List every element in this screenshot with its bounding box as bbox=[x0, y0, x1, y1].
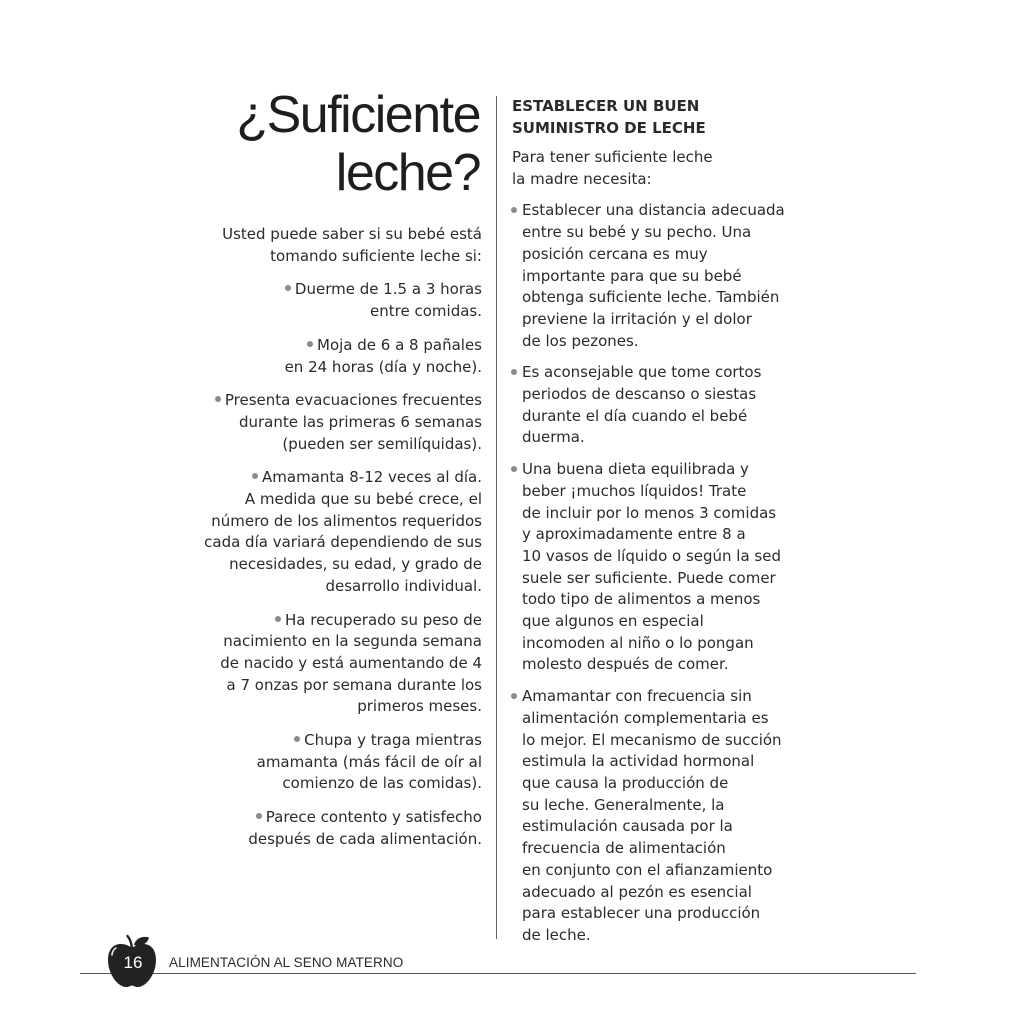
page-title bbox=[150, 86, 480, 202]
bullet-dot-icon bbox=[252, 473, 258, 479]
right-item-line: de leche. bbox=[522, 925, 591, 944]
right-item-line: adecuado al pezón es esencial bbox=[522, 882, 752, 901]
right-bullet-item bbox=[512, 362, 812, 449]
right-item-line: todo tipo de alimentos a menos bbox=[522, 590, 761, 609]
left-item-line: de nacido y está aumentando de 4 bbox=[220, 653, 482, 672]
bullet-dot-icon bbox=[511, 466, 517, 472]
right-item-line: y aproximadamente entre 8 a bbox=[522, 525, 746, 544]
right-item-line: duerma. bbox=[522, 428, 585, 447]
page-title-line-1: ¿Suficiente bbox=[236, 86, 480, 144]
right-intro-line: Para tener suficiente leche bbox=[512, 148, 713, 166]
right-item-line: de los pezones. bbox=[522, 331, 639, 350]
bullet-dot-icon bbox=[215, 396, 221, 402]
column-divider bbox=[496, 96, 497, 939]
right-bullet-item bbox=[512, 459, 812, 676]
right-item-line: que algunos en especial bbox=[522, 612, 704, 631]
right-item-line: durante el día cuando el bebé bbox=[522, 406, 748, 425]
left-bullet-item bbox=[160, 467, 482, 597]
left-item-line: a 7 onzas por semana durante los bbox=[226, 675, 482, 694]
left-item-line: (pueden ser semilíquidas). bbox=[282, 434, 482, 453]
right-item-line: suele ser suficiente. Puede comer bbox=[522, 568, 776, 587]
right-item-line: que causa la producción de bbox=[522, 773, 729, 792]
right-item-line: Amamantar con frecuencia sin bbox=[522, 687, 752, 706]
right-item-line: para establecer una producción bbox=[522, 904, 761, 923]
right-item-line: alimentación complementaria es bbox=[522, 708, 769, 727]
left-item-line: desarrollo individual. bbox=[325, 576, 482, 595]
bullet-dot-icon bbox=[511, 693, 517, 699]
right-item-line: previene la irritación y el dolor bbox=[522, 309, 752, 328]
bullet-dot-icon bbox=[511, 207, 517, 213]
left-item-line: número de los alimentos requeridos bbox=[211, 511, 482, 530]
right-item-line: importante para que su bebé bbox=[522, 266, 742, 285]
left-item-line: Ha recuperado su peso de bbox=[285, 610, 482, 629]
right-item-line: frecuencia de alimentación bbox=[522, 839, 726, 858]
left-item-line: nacimiento en la segunda semana bbox=[223, 632, 482, 651]
left-item-line: Parece contento y satisfecho bbox=[265, 808, 482, 827]
right-column bbox=[512, 96, 812, 957]
right-bullet-item bbox=[512, 686, 812, 946]
left-item-line: A medida que su bebé crece, el bbox=[244, 490, 482, 509]
right-item-line: en conjunto con el afianzamiento bbox=[522, 860, 773, 879]
left-item-line: Presenta evacuaciones frecuentes bbox=[224, 391, 482, 410]
left-item-line: Moja de 6 a 8 pañales bbox=[317, 335, 482, 354]
right-item-line: posición cercana es muy bbox=[522, 244, 708, 263]
bullet-dot-icon bbox=[511, 369, 517, 375]
right-intro bbox=[512, 147, 812, 190]
right-item-line: estimula la actividad hormonal bbox=[522, 752, 755, 771]
left-intro-line: tomando suficiente leche si: bbox=[270, 246, 482, 265]
bullet-dot-icon bbox=[294, 736, 300, 742]
left-item-line: comienzo de las comidas). bbox=[282, 774, 482, 793]
left-item-line: después de cada alimentación. bbox=[248, 829, 482, 848]
left-item-line: Duerme de 1.5 a 3 horas bbox=[294, 280, 482, 299]
section-heading-line: ESTABLECER UN BUEN bbox=[512, 97, 700, 115]
section-heading-line: SUMINISTRO DE LECHE bbox=[512, 118, 706, 137]
left-item-line: en 24 horas (día y noche). bbox=[284, 357, 482, 376]
right-item-line: de incluir por lo menos 3 comidas bbox=[522, 503, 777, 522]
left-item-line: Amamanta 8-12 veces al día. bbox=[262, 468, 482, 487]
bullet-dot-icon bbox=[285, 285, 291, 291]
left-item-line: Chupa y traga mientras bbox=[304, 731, 482, 750]
left-bullet-item bbox=[160, 730, 482, 795]
left-item-line: entre comidas. bbox=[370, 302, 482, 321]
left-item-line: amamanta (más fácil de oír al bbox=[256, 752, 482, 771]
right-item-line: su leche. Generalmente, la bbox=[522, 795, 725, 814]
left-intro-line: Usted puede saber si su bebé está bbox=[222, 225, 482, 243]
left-bullet-item bbox=[160, 279, 482, 322]
left-bullet-item bbox=[160, 335, 482, 378]
right-item-line: periodos de descanso o siestas bbox=[522, 385, 757, 404]
right-item-line: beber ¡muchos líquidos! Trate bbox=[522, 481, 747, 500]
right-item-line: molesto después de comer. bbox=[522, 655, 729, 674]
page-number: 16 bbox=[123, 953, 143, 972]
right-item-line: entre su bebé y su pecho. Una bbox=[522, 223, 752, 242]
page-title-line-2: leche? bbox=[335, 144, 480, 202]
bullet-dot-icon bbox=[307, 341, 313, 347]
section-heading bbox=[512, 96, 812, 139]
right-item-line: Es aconsejable que tome cortos bbox=[522, 363, 762, 382]
right-item-line: estimulación causada por la bbox=[522, 817, 733, 836]
right-intro-line: la madre necesita: bbox=[512, 169, 652, 188]
bullet-dot-icon bbox=[256, 813, 262, 819]
right-item-line: lo mejor. El mecanismo de succión bbox=[522, 730, 782, 749]
left-bullet-item bbox=[160, 807, 482, 850]
bullet-dot-icon bbox=[275, 616, 281, 622]
left-item-line: necesidades, su edad, y grado de bbox=[229, 555, 482, 574]
left-bullet-item bbox=[160, 390, 482, 455]
left-item-line: primeros meses. bbox=[357, 697, 482, 716]
right-bullet-list bbox=[512, 200, 812, 946]
left-bullet-item bbox=[160, 610, 482, 719]
right-item-line: incomoden al niño o lo pongan bbox=[522, 633, 754, 652]
right-bullet-item bbox=[512, 200, 812, 352]
running-footer-title: ALIMENTACIÓN AL SENO MATERNO bbox=[169, 955, 404, 970]
right-item-line: 10 vasos de líquido o según la sed bbox=[522, 546, 781, 565]
left-intro bbox=[160, 224, 482, 267]
right-item-line: Establecer una distancia adecuada bbox=[522, 201, 785, 220]
left-item-line: durante las primeras 6 semanas bbox=[238, 412, 482, 431]
right-item-line: obtenga suficiente leche. También bbox=[522, 288, 780, 307]
left-column bbox=[160, 224, 482, 863]
right-item-line: Una buena dieta equilibrada y bbox=[522, 460, 749, 479]
left-item-line: cada día variará dependiendo de sus bbox=[204, 533, 482, 552]
footer-rule bbox=[80, 973, 916, 974]
